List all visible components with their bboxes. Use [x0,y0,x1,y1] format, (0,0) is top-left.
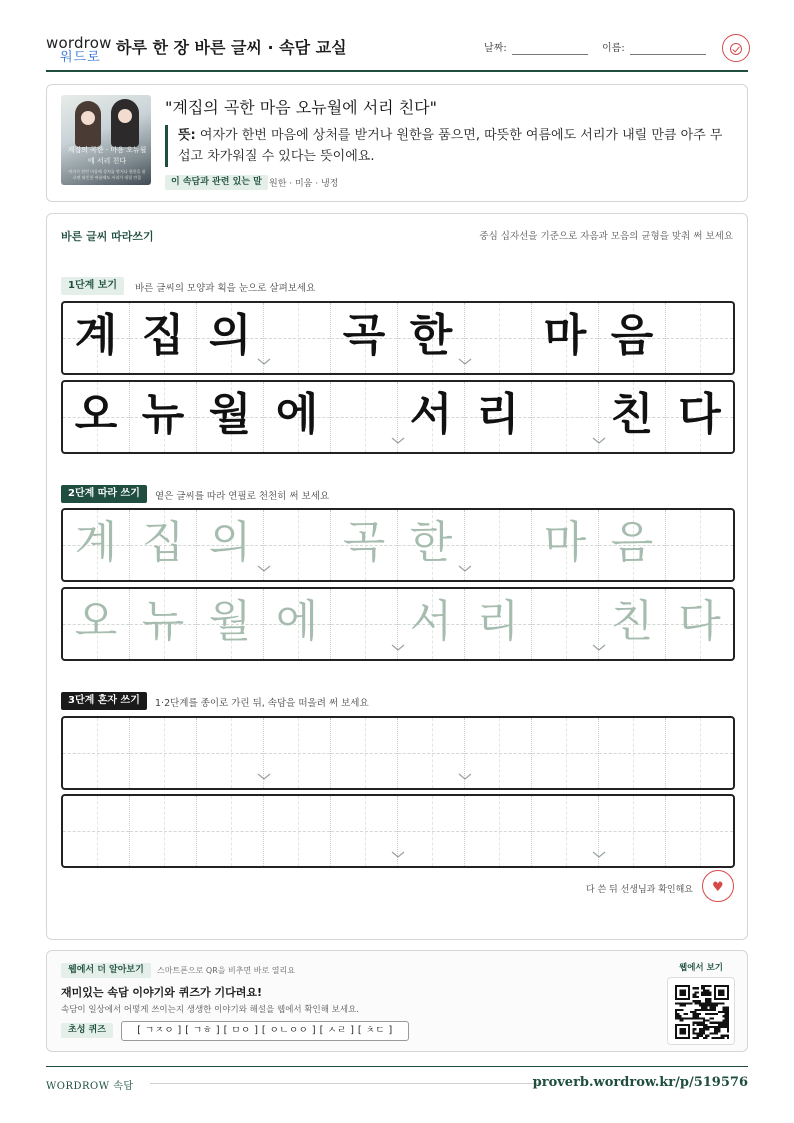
grid-char: 마 [543,517,587,568]
cover-subtitle: 여자가 한번 마음에 상처를 받거나 원한을 품으면 따뜻한 여름에도 서리가 내릴 만큼 [68,169,146,180]
grid-cell[interactable] [599,510,666,580]
footer-rule [150,1083,542,1084]
site-title: 하루 한 장 바른 글씨 · 속담 교실 [116,38,347,57]
grid-cell [331,303,398,373]
grid-char: 마 [543,310,587,361]
grid-cell [264,382,331,452]
grid-char: 오 [74,596,118,647]
grid-char: 리 [476,389,520,440]
grid-cell[interactable] [63,589,130,659]
web-hint: 스마트폰으로 QR을 비추면 바로 열리요 [157,966,295,975]
web-more-tag: 웹에서 더 알아보기 [61,963,151,978]
proverb-text: "계집의 곡한 마음 오뉴월에 서리 친다" [165,98,437,117]
grid-cell[interactable] [465,796,532,866]
grid-cell [599,303,666,373]
grid-cell[interactable] [331,589,398,659]
grid-cell[interactable] [398,796,465,866]
grid-cell [398,382,465,452]
grid-char: 곡 [342,517,386,568]
grid-cell[interactable] [666,796,733,866]
grid-cell[interactable] [197,589,264,659]
grid-cell [465,303,532,373]
grid-cell[interactable] [599,796,666,866]
grid-cell[interactable] [331,510,398,580]
qr-label: 웹에서 보기 [678,963,723,973]
step1-row-1 [61,301,735,375]
grid-char: 집 [141,517,185,568]
grid-char: 오 [74,389,118,440]
grid-cell[interactable] [197,510,264,580]
meaning-label: 뜻: [178,128,196,143]
grid-cell[interactable] [465,510,532,580]
practice-guide: 중심 십자선을 기준으로 자음과 모음의 균형을 맞춰 써 보세요 [479,231,733,242]
grid-char: 음 [610,517,654,568]
date-label: 날짜: [484,43,507,54]
meaning-box [165,125,725,167]
grid-char: 에 [275,389,319,440]
grid-cell [264,303,331,373]
grid-cell[interactable] [130,589,197,659]
footer-brand: WORDROW 속담 [46,1081,134,1092]
grid-char: 친 [610,389,654,440]
practice-section [46,213,748,940]
grid-cell[interactable] [264,718,331,788]
qr-code[interactable] [667,977,735,1045]
name-field[interactable] [630,54,706,55]
grid-char: 다 [678,389,721,440]
grid-cell[interactable] [398,589,465,659]
practice-title: 바른 글씨 따라쓰기 [61,230,154,243]
grid-cell [331,382,398,452]
date-field[interactable] [512,54,588,55]
step1-desc: 바른 글씨의 모양과 획을 눈으로 살펴보세요 [135,283,316,294]
step3-row-1[interactable] [61,716,735,790]
grid-cell[interactable] [63,510,130,580]
grid-char: 서 [409,596,453,647]
grid-char: 집 [141,310,185,361]
grid-cell [465,382,532,452]
grid-char: 음 [610,310,654,361]
grid-char: 뉴 [141,389,185,440]
quiz-value: [ ㄱㅈㅇ ] [ ㄱㅎ ] [ ㅁㅇ ] [ ㅇㄴㅇㅇ ] [ ㅅㄹ ] [ ㅊㄷ ] [121,1021,409,1041]
grid-cell[interactable] [465,718,532,788]
cover-title: 계집의 곡한 · 마음 오뉴월에 서리 친다 [67,146,147,165]
grid-cell[interactable] [331,718,398,788]
grid-char: 월 [208,596,252,647]
grid-cell[interactable] [264,796,331,866]
grid-cell [63,382,130,452]
grid-cell [197,303,264,373]
grid-cell [599,382,666,452]
grid-cell[interactable] [666,718,733,788]
grid-cell[interactable] [197,718,264,788]
grid-cell[interactable] [398,510,465,580]
footer-divider [46,1066,748,1067]
heart-stamp-icon: ♥ [702,870,734,902]
step3-desc: 1·2단계를 종이로 가린 뒤, 속담을 떠올려 써 보세요 [155,698,369,709]
grid-cell[interactable] [532,796,599,866]
proverb-cover-image [61,95,151,185]
footer-url[interactable]: proverb.wordrow.kr/p/519576 [532,1075,748,1090]
qr-code-icon [675,985,729,1039]
grid-char: 다 [678,596,721,647]
step3-row-2[interactable] [61,794,735,868]
grid-cell [532,303,599,373]
grid-char: 한 [409,517,453,568]
grid-cell[interactable] [599,589,666,659]
grid-cell [130,303,197,373]
logo-text-latin: wordrow [46,34,112,52]
grid-char: 월 [208,389,252,440]
grid-cell[interactable] [130,796,197,866]
grid-cell [666,303,733,373]
grid-cell[interactable] [264,510,331,580]
related-label: 이 속담과 관련 있는 말 [165,175,268,190]
grid-char: 서 [409,389,453,440]
step2-row-2[interactable] [61,587,735,661]
grid-cell[interactable] [599,718,666,788]
step3-badge: 3단계 혼자 쓰기 [61,692,147,710]
web-description: 속담이 일상에서 어떻게 쓰이는지 생생한 이야기와 해설을 웹에서 확인해 보세요. [61,1005,359,1015]
grid-cell[interactable] [63,718,130,788]
grid-char: 에 [275,596,319,647]
step2-row-1[interactable] [61,508,735,582]
grid-cell[interactable] [398,718,465,788]
grid-cell[interactable] [331,796,398,866]
grid-cell[interactable] [130,718,197,788]
page-header [46,30,748,72]
step2-desc: 옅은 글씨를 따라 연필로 천천히 써 보세요 [155,491,330,502]
grid-cell[interactable] [666,510,733,580]
grid-cell [197,382,264,452]
grid-cell [130,382,197,452]
grid-char: 의 [208,517,252,568]
grid-cell[interactable] [465,589,532,659]
proverb-card [46,84,748,202]
step1-badge: 1단계 보기 [61,277,124,295]
step2-badge: 2단계 따라 쓰기 [61,485,147,503]
check-stamp-icon [722,34,750,62]
grid-char: 곡 [342,310,386,361]
grid-char: 뉴 [141,596,185,647]
grid-cell[interactable] [532,510,599,580]
grid-char: 한 [409,310,453,361]
logo-text-korean: 워드로 [60,50,101,65]
grid-cell[interactable] [130,510,197,580]
grid-char: 친 [610,596,654,647]
confirm-text: 다 쓴 뒤 선생님과 확인해요 [585,885,693,895]
grid-cell[interactable] [532,589,599,659]
grid-cell [666,382,733,452]
grid-char: 계 [74,517,118,568]
grid-cell [63,303,130,373]
grid-cell[interactable] [264,589,331,659]
grid-cell [532,382,599,452]
quiz-label: 초성 퀴즈 [61,1023,113,1038]
grid-char: 의 [208,310,252,361]
grid-cell[interactable] [63,796,130,866]
step1-row-2 [61,380,735,454]
grid-cell [398,303,465,373]
web-promo-box [46,950,748,1052]
grid-cell[interactable] [197,796,264,866]
related-words: 원한 · 미움 · 냉정 [269,179,339,189]
grid-cell[interactable] [532,718,599,788]
grid-char: 리 [476,596,520,647]
wordrow-logo[interactable] [46,34,112,65]
grid-char: 계 [74,310,118,361]
meaning-text: 여자가 한번 마음에 상처를 받거나 원한을 품으면, 따뜻한 여름에도 서리가 내릴 만큼 아주 무섭고 차가워질 수 있다는 뜻이에요. [178,128,723,164]
name-label: 이름: [602,43,625,54]
grid-cell[interactable] [666,589,733,659]
web-headline: 재미있는 속담 이야기와 퀴즈가 기다려요! [61,986,262,999]
